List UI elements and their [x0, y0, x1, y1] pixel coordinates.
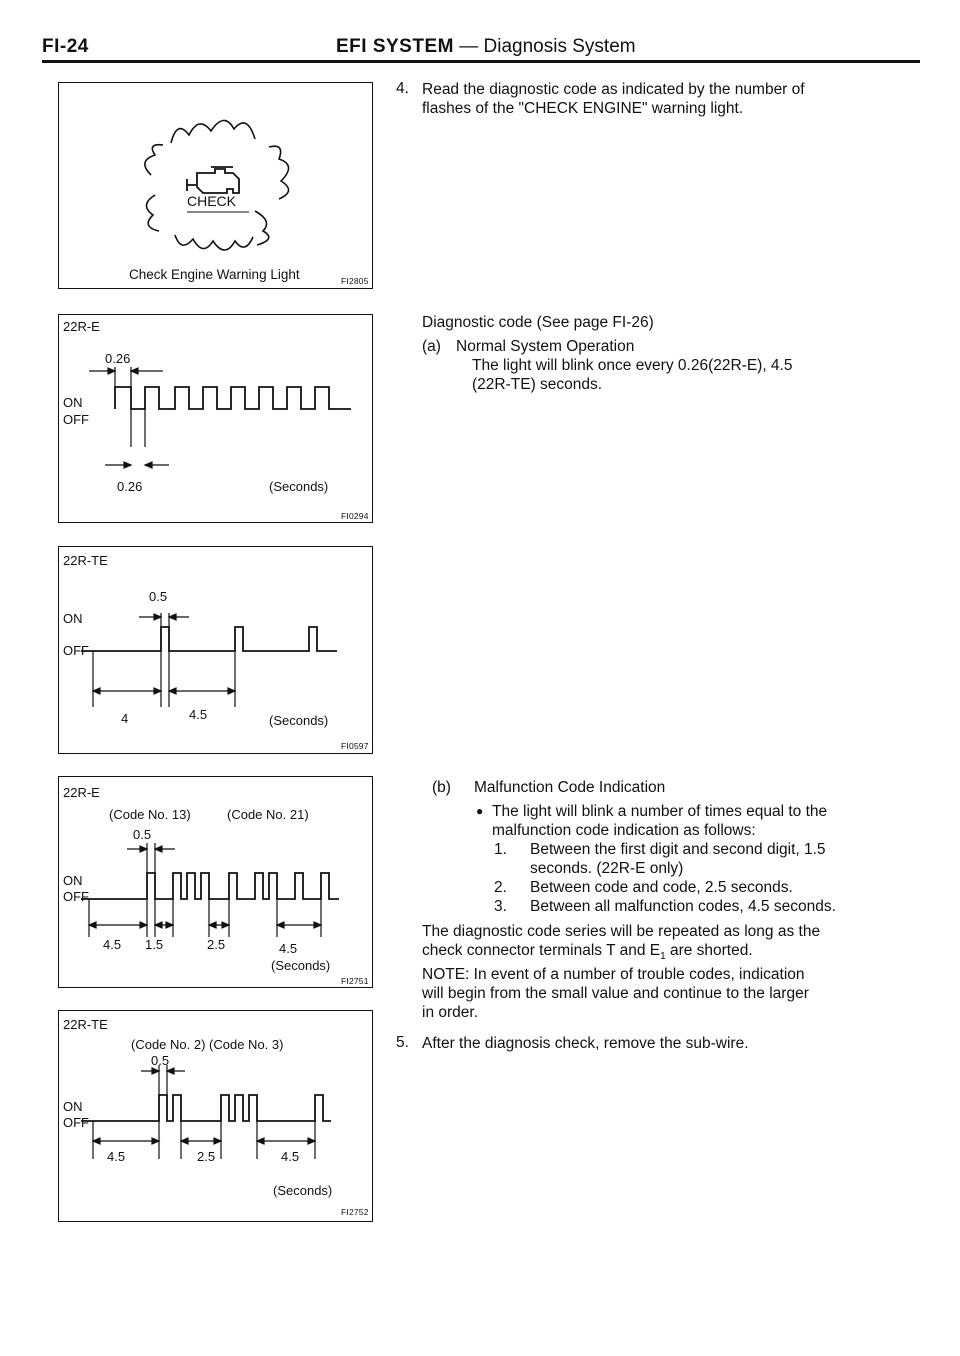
value-3: 4.5 — [281, 1149, 300, 1164]
repeat-text: check connector terminals T and E — [422, 942, 661, 959]
top-value: 0.5 — [133, 827, 152, 842]
figure-id: FI0294 — [341, 511, 369, 521]
unit-label: (Seconds) — [271, 958, 331, 973]
off-label: OFF — [63, 412, 89, 427]
unit-label: (Seconds) — [269, 479, 329, 494]
code-labels: (Code No. 2) (Code No. 3) — [131, 1037, 284, 1052]
item-b-title: Malfunction Code Indication — [474, 779, 666, 796]
model-label: 22R-E — [63, 785, 100, 800]
repeat-paragraph-line-2 — [422, 941, 753, 966]
step-4-number: 4. — [396, 80, 409, 97]
value-4: 4.5 — [279, 941, 298, 956]
check-label: CHECK — [187, 193, 237, 209]
item-a-line-1: The light will blink once every 0.26(22R-E), 4.5 — [472, 357, 793, 374]
unit-label: (Seconds) — [269, 713, 329, 728]
item-a-label: (a) — [422, 338, 441, 355]
list-1-line-2: seconds. (22R-E only) — [530, 860, 684, 877]
value-b: 4.5 — [189, 707, 208, 722]
repeat-paragraph-line-1: The diagnostic code series will be repeated as long as the — [422, 923, 821, 940]
model-label: 22R-TE — [63, 1017, 108, 1032]
note-line-1: NOTE: In event of a number of trouble codes, indication — [422, 966, 805, 983]
item-a-line-2: (22R-TE) seconds. — [472, 376, 603, 393]
top-value: 0.5 — [151, 1053, 170, 1068]
header-rule — [42, 60, 920, 63]
top-value: 0.26 — [105, 351, 131, 366]
bullet-icon: ● — [476, 804, 484, 818]
note-line-2: will begin from the small value and continue to the larger — [422, 985, 809, 1002]
on-label: ON — [63, 611, 83, 626]
repeat-tail: are shorted. — [665, 942, 753, 959]
page-code: FI-24 — [42, 36, 89, 57]
item-b-line-1: The light will blink a number of times equal to the — [492, 803, 828, 820]
note-line-3: in order. — [422, 1004, 479, 1021]
figure-22re-codes — [58, 776, 373, 988]
model-label: 22R-E — [63, 319, 100, 334]
model-label: 22R-TE — [63, 553, 108, 568]
step-4-line-1: Read the diagnostic code as indicated by the number of — [422, 81, 805, 98]
value-3: 2.5 — [207, 937, 226, 952]
list-2-line-1: Between code and code, 2.5 seconds. — [530, 879, 793, 896]
value-2: 1.5 — [145, 937, 164, 952]
off-label: OFF — [63, 643, 89, 658]
page-title — [336, 36, 636, 58]
figure-22rte-normal — [58, 546, 373, 754]
bottom-value: 0.26 — [117, 479, 143, 494]
item-b-label: (b) — [432, 779, 451, 796]
item-b-line-2: malfunction code indication as follows: — [492, 822, 756, 839]
value-2: 2.5 — [197, 1149, 216, 1164]
list-1-number: 1. — [494, 841, 507, 858]
section-name: — Diagnosis System — [459, 36, 636, 57]
on-label: ON — [63, 1099, 83, 1114]
item-a-title: Normal System Operation — [456, 338, 635, 355]
list-1-line-1: Between the first digit and second digit, 1.5 — [530, 841, 826, 858]
figure-id: FI2751 — [341, 976, 369, 986]
list-3-number: 3. — [494, 898, 507, 915]
figure-22rte-codes — [58, 1010, 373, 1222]
step-4-line-2: flashes of the "CHECK ENGINE" warning light. — [422, 100, 744, 117]
check-engine-burst-icon — [59, 83, 374, 290]
step-5-line-1: After the diagnosis check, remove the sub-wire. — [422, 1035, 749, 1052]
off-label: OFF — [63, 1115, 89, 1130]
value-1: 4.5 — [107, 1149, 126, 1164]
on-label: ON — [63, 395, 83, 410]
off-label: OFF — [63, 889, 89, 904]
value-1: 4.5 — [103, 937, 122, 952]
figure-id: FI0597 — [341, 741, 369, 751]
figure-caption: Check Engine Warning Light — [129, 267, 300, 282]
on-label: ON — [63, 873, 83, 888]
value-a: 4 — [121, 711, 129, 726]
step-5-number: 5. — [396, 1034, 409, 1051]
terminal-subscript: 1 — [660, 951, 666, 963]
list-3-line-1: Between all malfunction codes, 4.5 seconds. — [530, 898, 836, 915]
system-name: EFI SYSTEM — [336, 36, 454, 57]
code-a: (Code No. 13) — [109, 807, 191, 822]
unit-label: (Seconds) — [273, 1183, 333, 1198]
list-2-number: 2. — [494, 879, 507, 896]
figure-id: FI2805 — [341, 276, 369, 286]
top-value: 0.5 — [149, 589, 168, 604]
code-b: (Code No. 21) — [227, 807, 309, 822]
figure-check-engine-light — [58, 82, 373, 289]
figure-22re-normal — [58, 314, 373, 523]
figure-id: FI2752 — [341, 1207, 369, 1217]
diagnostic-code-heading: Diagnostic code (See page FI-26) — [422, 314, 654, 331]
